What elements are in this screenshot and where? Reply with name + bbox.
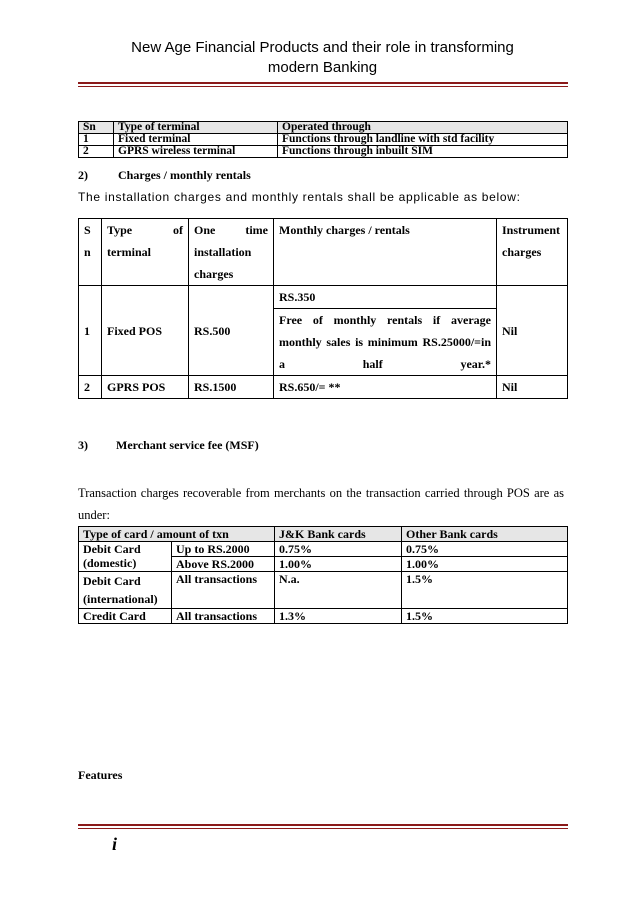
table-header-cell: Monthly charges / rentals [274, 219, 497, 286]
header-rule [78, 82, 568, 84]
header-title-line2: modern Banking [267, 59, 378, 76]
table-header-cell: S n [79, 219, 102, 286]
header-title-line1: New Age Financial Products and their role in transforming [131, 39, 514, 56]
table-cell: 1.00% [275, 557, 402, 572]
table-header-row [79, 219, 568, 286]
table-cell: Credit Card [79, 609, 172, 624]
table-cell: 0.75% [275, 542, 402, 557]
table-header-cell: Other Bank cards [402, 527, 568, 542]
table-header-cell: One time installation charges [189, 219, 274, 286]
table-cell: N.a. [275, 572, 402, 609]
table-header-row [79, 122, 568, 134]
table-row [79, 542, 568, 557]
table-cell: RS.650/= ** [274, 376, 497, 399]
table-cell: 1.5% [402, 609, 568, 624]
header-rule-thin [78, 86, 568, 87]
table-row [79, 376, 568, 399]
table-cell: Fixed terminal [114, 134, 278, 146]
table-header-cell: Operated through [278, 122, 568, 134]
table-cell: Functions through landline with std facility [278, 134, 568, 146]
table-row [79, 134, 568, 146]
table-cell: All transactions [172, 609, 275, 624]
table-cell: RS.500 [189, 286, 274, 376]
table-cell: GPRS wireless terminal [114, 146, 278, 158]
table-row [79, 609, 568, 624]
section-3-heading [78, 438, 259, 453]
features-heading: Features [78, 768, 123, 782]
section-3-intro: Transaction charges recoverable from merchants on the transaction carried through POS are as under: [78, 486, 564, 522]
table-header-row [79, 527, 568, 542]
table-cell: Debit Card (domestic) [79, 542, 172, 572]
table-cell: Nil [497, 376, 568, 399]
table-row [79, 572, 568, 609]
monthly-rental-note: Free of monthly rentals if average monthly sales is minimum RS.25000/=in a half year.* [279, 313, 491, 371]
table-cell: Nil [497, 286, 568, 376]
table-cell: 2 [79, 146, 114, 158]
footer-rule-thin [78, 828, 568, 829]
table-header-cell: Sn [79, 122, 114, 134]
table-cell: All transactions [172, 572, 275, 609]
table-cell [274, 286, 497, 376]
section-number: 3) [78, 438, 88, 452]
table-header-cell: J&K Bank cards [275, 527, 402, 542]
monthly-rental-value: RS.350 [274, 286, 496, 309]
table-header-cell: Instrument charges [497, 219, 568, 286]
table-cell: 1 [79, 286, 102, 376]
table-cell: 1.5% [402, 572, 568, 609]
table-header-cell: Type of terminal [114, 122, 278, 134]
table-cell: Functions through inbuilt SIM [278, 146, 568, 158]
section-title: Merchant service fee (MSF) [116, 438, 259, 452]
table-cell: 1 [79, 134, 114, 146]
section-2-intro: The installation charges and monthly rentals shall be applicable as below: [78, 190, 521, 204]
section-title: Charges / monthly rentals [118, 168, 251, 182]
section-2-heading [78, 168, 251, 183]
charges-table [78, 218, 568, 399]
table-row [79, 286, 568, 376]
table-cell: Fixed POS [102, 286, 189, 376]
table-cell: 1.00% [402, 557, 568, 572]
table-cell: 1.3% [275, 609, 402, 624]
section-number: 2) [78, 168, 88, 182]
table-cell: RS.1500 [189, 376, 274, 399]
footer-rule [78, 824, 568, 826]
table-header-cell: Type of card / amount of txn [79, 527, 275, 542]
page-header [80, 38, 565, 78]
table-cell: Above RS.2000 [172, 557, 275, 572]
table-header-cell: Type of terminal [102, 219, 189, 286]
table-cell: Debit Card (international) [79, 572, 172, 609]
table-cell: GPRS POS [102, 376, 189, 399]
table-cell: 2 [79, 376, 102, 399]
msf-table [78, 526, 568, 624]
table-cell: Up to RS.2000 [172, 542, 275, 557]
table-cell: 0.75% [402, 542, 568, 557]
page-number: i [112, 834, 118, 854]
table-row [79, 146, 568, 158]
terminal-types-table [78, 121, 568, 158]
